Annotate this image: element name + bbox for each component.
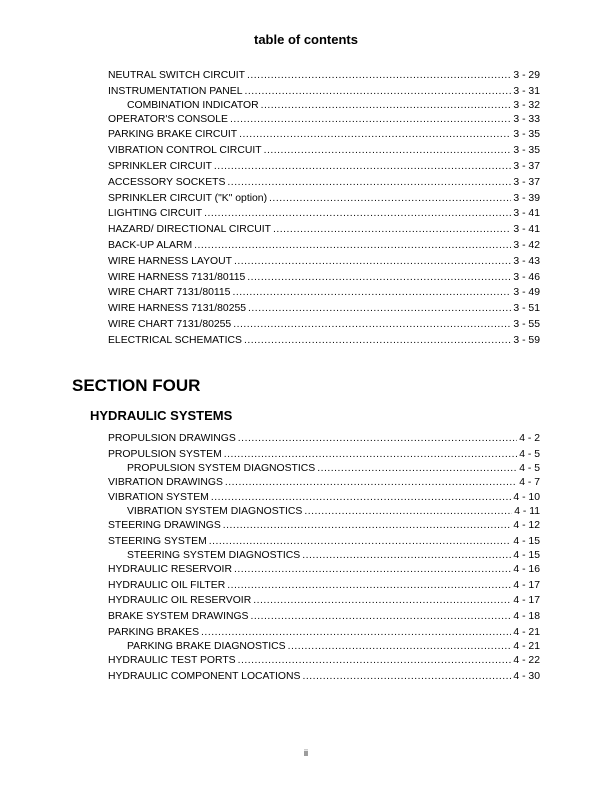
toc-entry[interactable] <box>108 317 540 333</box>
toc-entry-page: 3 - 55 <box>513 318 540 330</box>
toc-entry-page: 4 - 21 <box>513 626 540 638</box>
toc-entry-page: 4 - 5 <box>519 448 540 460</box>
toc-entry-title: NEUTRAL SWITCH CIRCUIT <box>108 70 246 81</box>
toc-entry-title: SPRINKLER CIRCUIT ("K" option) <box>108 192 268 204</box>
toc-entry-page: 4 - 17 <box>513 595 540 607</box>
toc-entry-title: SPRINKLER CIRCUIT <box>108 160 212 172</box>
toc-entry[interactable] <box>108 112 540 128</box>
toc-entry-page: 4 - 5 <box>519 462 540 474</box>
toc-entry-page: 3 - 37 <box>513 176 540 188</box>
toc-subentry[interactable] <box>108 641 540 653</box>
toc-entry[interactable] <box>108 447 540 463</box>
toc-entry-page: 4 - 17 <box>513 579 540 591</box>
toc-entry[interactable] <box>108 301 540 317</box>
toc-entry-title: HAZARD/ DIRECTIONAL CIRCUIT <box>108 224 271 236</box>
toc-entry[interactable] <box>108 222 540 238</box>
toc-entry-title: STEERING SYSTEM <box>108 535 207 547</box>
dot-leader <box>244 333 511 349</box>
toc-entry-title: STEERING DRAWINGS <box>108 520 221 532</box>
toc-entry-title: STEERING SYSTEM DIAGNOSTICS <box>127 549 301 561</box>
page-number: ii <box>304 748 308 758</box>
toc-entry-page: 3 - 46 <box>513 271 540 283</box>
toc-entry-page: 3 - 29 <box>513 70 540 81</box>
dot-leader <box>253 593 511 609</box>
toc-entry[interactable] <box>108 191 540 207</box>
dot-leader <box>251 609 512 625</box>
toc-list-electrical <box>108 68 540 349</box>
toc-entry-page: 3 - 43 <box>513 255 540 267</box>
toc-entry-page: 4 - 15 <box>513 549 540 561</box>
toc-entry[interactable] <box>108 431 540 447</box>
toc-entry-title: BACK-UP ALARM <box>108 239 193 251</box>
toc-entry[interactable] <box>108 285 540 301</box>
toc-entry-title: BRAKE SYSTEM DRAWINGS <box>108 611 249 623</box>
dot-leader <box>264 143 512 159</box>
dot-leader <box>227 175 511 191</box>
toc-entry-title: COMBINATION INDICATOR <box>127 99 259 111</box>
toc-entry-title: INSTRUMENTATION PANEL <box>108 85 243 97</box>
toc-entry-title: HYDRAULIC COMPONENT LOCATIONS <box>108 670 301 682</box>
toc-entry-title: HYDRAULIC RESERVOIR <box>108 563 232 575</box>
toc-entry-title: HYDRAULIC TEST PORTS <box>108 654 236 666</box>
toc-entry-title: PARKING BRAKE CIRCUIT <box>108 129 238 141</box>
toc-subentry[interactable] <box>108 100 540 112</box>
toc-subentry[interactable] <box>108 463 540 475</box>
toc-entry-title: WIRE CHART 7131/80115 <box>108 287 231 299</box>
dot-leader <box>302 669 511 685</box>
dot-leader <box>239 127 511 143</box>
dot-leader <box>269 191 511 207</box>
toc-entry-page: 4 - 7 <box>519 476 540 488</box>
toc-entry[interactable] <box>108 669 540 685</box>
dot-leader <box>304 506 512 518</box>
toc-entry-title: VIBRATION SYSTEM <box>108 492 209 504</box>
toc-entry-page: 4 - 18 <box>513 611 540 623</box>
toc-entry-page: 3 - 31 <box>513 85 540 97</box>
toc-entry[interactable] <box>108 578 540 594</box>
toc-entry-page: 3 - 41 <box>513 224 540 236</box>
toc-entry[interactable] <box>108 270 540 286</box>
toc-entry-title: WIRE CHART 7131/80255 <box>108 318 232 330</box>
toc-entry[interactable] <box>108 68 540 84</box>
dot-leader <box>233 317 511 333</box>
page-title: table of contents <box>253 32 358 47</box>
dot-leader <box>227 578 511 594</box>
dot-leader <box>209 534 512 550</box>
toc-entry-title: PROPULSION DRAWINGS <box>108 433 236 444</box>
toc-entry-title: OPERATOR'S CONSOLE <box>108 113 228 125</box>
dot-leader <box>288 641 512 653</box>
dot-leader <box>238 653 512 669</box>
toc-entry-page: 4 - 21 <box>513 640 540 652</box>
toc-entry-page: 4 - 15 <box>513 535 540 547</box>
toc-subentry[interactable] <box>108 506 540 518</box>
toc-entry[interactable] <box>108 609 540 625</box>
toc-entry-page: 3 - 59 <box>513 334 540 346</box>
toc-entry-title: WIRE HARNESS 7131/80255 <box>108 303 247 315</box>
toc-entry-page: 4 - 30 <box>513 670 540 682</box>
dot-leader <box>238 431 517 447</box>
toc-subentry[interactable] <box>108 550 540 562</box>
toc-entry-page: 3 - 33 <box>513 113 540 125</box>
toc-entry-title: VIBRATION DRAWINGS <box>108 476 223 488</box>
toc-entry-title: ACCESSORY SOCKETS <box>108 176 226 188</box>
dot-leader <box>247 270 511 286</box>
toc-entry-title: WIRE HARNESS LAYOUT <box>108 255 232 267</box>
toc-entry[interactable] <box>108 475 540 491</box>
section-heading: SECTION FOUR <box>72 376 201 395</box>
toc-entry-page: 3 - 51 <box>513 303 540 315</box>
toc-list-hydraulic <box>108 431 540 684</box>
dot-leader <box>234 562 511 578</box>
toc-entry-page: 3 - 39 <box>513 192 540 204</box>
dot-leader <box>234 254 511 270</box>
toc-entry-page: 4 - 12 <box>513 520 540 532</box>
toc-entry-title: PARKING BRAKES <box>108 626 200 638</box>
toc-entry-page: 4 - 10 <box>513 492 540 504</box>
toc-entry-title: PROPULSION SYSTEM DIAGNOSTICS <box>127 462 316 474</box>
toc-entry[interactable] <box>108 333 540 349</box>
toc-entry-title: WIRE HARNESS 7131/80115 <box>108 271 246 283</box>
toc-entry-page: 3 - 35 <box>513 145 540 157</box>
dot-leader <box>204 206 511 222</box>
dot-leader <box>261 100 512 112</box>
dot-leader <box>317 463 517 475</box>
toc-entry-page: 4 - 2 <box>519 433 540 444</box>
toc-entry-page: 3 - 32 <box>513 99 540 111</box>
toc-entry[interactable] <box>108 518 540 534</box>
toc-entry-page: 4 - 16 <box>513 563 540 575</box>
toc-entry[interactable] <box>108 593 540 609</box>
toc-entry-page: 4 - 22 <box>513 654 540 666</box>
dot-leader <box>225 475 517 491</box>
dot-leader <box>245 84 512 100</box>
toc-entry-title: PARKING BRAKE DIAGNOSTICS <box>127 640 286 652</box>
toc-entry-page: 3 - 49 <box>513 287 540 299</box>
dot-leader <box>223 518 512 534</box>
dot-leader <box>201 625 511 641</box>
toc-entry[interactable] <box>108 127 540 143</box>
toc-entry-title: HYDRAULIC OIL FILTER <box>108 579 226 591</box>
toc-entry[interactable] <box>108 84 540 100</box>
toc-entry-title: VIBRATION SYSTEM DIAGNOSTICS <box>127 506 303 518</box>
dot-leader <box>194 238 511 254</box>
toc-entry-title: LIGHTING CIRCUIT <box>108 208 203 220</box>
dot-leader <box>248 301 511 317</box>
dot-leader <box>224 447 517 463</box>
dot-leader <box>211 490 512 506</box>
toc-entry-title: PROPULSION SYSTEM <box>108 448 222 460</box>
toc-entry-title: HYDRAULIC OIL RESERVOIR <box>108 595 252 607</box>
toc-entry[interactable] <box>108 159 540 175</box>
dot-leader <box>247 68 511 84</box>
toc-entry-title: ELECTRICAL SCHEMATICS <box>108 334 242 346</box>
toc-entry-title: VIBRATION CONTROL CIRCUIT <box>108 145 262 157</box>
toc-entry[interactable] <box>108 625 540 641</box>
dot-leader <box>302 550 511 562</box>
toc-entry[interactable] <box>108 143 540 159</box>
toc-entry[interactable] <box>108 653 540 669</box>
toc-entry[interactable] <box>108 175 540 191</box>
toc-entry[interactable] <box>108 238 540 254</box>
toc-entry[interactable] <box>108 534 540 550</box>
dot-leader <box>214 159 512 175</box>
subsection-heading: HYDRAULIC SYSTEMS <box>90 408 233 423</box>
dot-leader <box>230 112 511 128</box>
toc-entry-page: 3 - 35 <box>513 129 540 141</box>
dot-leader <box>232 285 511 301</box>
toc-entry-page: 3 - 42 <box>513 239 540 251</box>
toc-entry[interactable] <box>108 206 540 222</box>
toc-entry[interactable] <box>108 490 540 506</box>
dot-leader <box>273 222 511 238</box>
toc-entry-page: 4 - 11 <box>514 506 540 518</box>
toc-entry[interactable] <box>108 562 540 578</box>
toc-entry[interactable] <box>108 254 540 270</box>
toc-entry-page: 3 - 41 <box>513 208 540 220</box>
toc-entry-page: 3 - 37 <box>513 160 540 172</box>
